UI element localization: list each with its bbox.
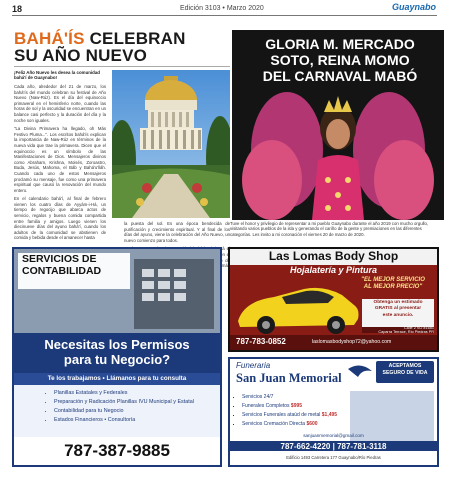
slogan-line: AL MEJOR PRECIO" [363,284,423,290]
ad-subline: Te los trabajamos • Llámanos para tu consulta [47,375,187,382]
funeral-phone-1[interactable]: 787-662-4220 [280,442,331,451]
newspaper-logo: Guaynabo [392,2,437,12]
service-price: $995 [290,403,303,409]
title-highlight: BAHÁ'ÍS [14,29,85,48]
funeral-address: Edificio 1493 Carretera 177 Guaynabo/Río Piedras [286,455,381,460]
title-line: SOTO, REINA MOMO [270,52,410,68]
accounting-ad[interactable] [12,247,222,467]
shop-name: Las Lomas Body Shop [268,249,399,263]
funeral-service-list [242,393,362,429]
list-item: • Estados Financieros • Consultoría [54,416,214,425]
funeral-email[interactable]: sanjuanmemorial@gmail.com [303,433,364,438]
ad-question-line: Necesitas los Permisos [44,337,190,352]
article-lead: ¡Feliz Año Nuevo les desea la comunidad bahá'í de Guaynabo! [14,70,100,81]
life-insurance-badge [376,363,434,377]
offer-line: Obtenga un estimado [373,300,423,305]
list-item [242,411,362,420]
paragraph: "La Divina Primavera ha llegado, oh Más Festivo Pluma...". Los escritos bahá'ís explican la importancia de Naw-Rúz en términos de la nueva vida que trae la primavera. Dicen que el equinoccio es un símbolo de las Manifestaciones de Dios. Mensajeros divinos como Abraham, Krishna, Moisés, Zoroastro, Buda, Jesús, Mahoma, el Báb y Bahá'u'lláh. Cuando cada uno de estos Mensajeros proclamó su mensaje, fue como una primavera espiritual que causó la renovación del mundo entero. [14,126,106,193]
ad-heading-line: SERVICIOS DE [22,253,97,265]
shop-address [362,326,434,335]
service-label: Funerales Completos [242,403,291,409]
shop-slogan [350,277,436,291]
address-line: Caparra Terrace, Río Piedras PR [378,330,434,335]
badge-line: ACEPTAMOS [388,363,422,369]
funeral-name: San Juan Memorial [236,371,342,385]
phone-separator: | [332,442,338,451]
funeral-home-ad[interactable] [228,357,439,467]
list-item: • Contabilidad para tu Negocio [54,407,214,416]
list-item: • Planillas Estatales y Federales [54,389,214,398]
offer-line: GRATIS al presentar [374,306,422,312]
title-part: SU AÑO NUEVO [14,46,148,65]
header-rule [12,15,437,16]
bahai-temple-photo [112,70,230,218]
list-item [242,420,362,429]
queen-article-title [238,36,442,84]
service-price: $600 [306,421,318,427]
service-label: Servicios 24/7 [242,394,274,400]
title-rule [14,66,230,67]
ad-heading-line: CONTABILIDAD [22,265,102,277]
service-label: Servicios Cremación Directa [242,421,307,427]
paragraph: la puesta del sol. Es una época bendecida de purificación y crecimiento espiritual. Y al final de los días del ayuno, viene la celebración del Año Nuevo, un nuevo comienzo para todos. [124,221,230,243]
ad-question [14,337,220,367]
article-column-1 [14,84,106,244]
bahai-article-title [14,30,229,64]
slogan-line: "EL MEJOR SERVICIO [361,277,425,283]
list-item: • Preparación y Radicación Planillas IVU Municipal y Estatal [54,398,214,407]
funeral-phones [230,442,437,451]
list-item [242,393,362,402]
paragraph: En el calendario bahá'í, al final de febrero vienen los cuatro días de Ayyám-i-Há, un tiempo de regocijo que abarca actos de servicio, regalos y buena comida compartida entre familia y amigos. Luego vienen los diecinueve días del ayuno bahá'í, cuando los adultos de la comunidad se abstienen de comida y bebida desde el amanecer hasta [14,196,106,241]
offer-line: este anuncio. [382,312,414,318]
body-shop-ad[interactable] [228,247,439,352]
ad-question-line: para tu Negocio? [63,352,171,367]
shop-email[interactable]: laslomasbodyshop72@yahoo.com [312,339,392,345]
title-part: CELEBRAN [89,29,186,48]
funeral-pre: Funeraria [236,361,271,370]
list-item [242,402,362,411]
badge-line: SEGURO DE VIDA [382,370,428,376]
ad-phone[interactable]: 787-387-9885 [64,441,170,460]
title-line: DEL CARNAVAL MABÓ [262,68,418,84]
service-label: Servicios Funerales ataúd de metal [242,412,322,418]
paragraph: en más [220,251,230,269]
queen-caption: Tuve el honor y privilegio de representar a mi pueblo Guaynabo durante el año 2019 con mucho orgullo, visitando varios pueblos de la isla y generando el cariño de la gente y premiaciones en las diferentes categorías. Les invito a mi coronación el viernes 20 de marzo de 2020. [230,221,429,237]
temple-illustration [112,70,230,218]
paragraph: Cada año, alrededor del 21 de marzo, los bahá'ís del mundo celebran su festival de Año Nuevo (Naw-Rúz). Es el día del equinoccio primaveral en el hemisferio norte, cuando las horas de sol y la oscuridad se encuentran en un balance casi perfecto y la duración del día y la noche son iguales. [14,84,106,123]
edition-date: Edición 3103 • Marzo 2020 [180,5,264,12]
shop-phone[interactable]: 787-783-0852 [236,337,286,346]
ad-heading [22,253,101,277]
address-line: Calle 2 SO #1681 [404,326,434,330]
shop-offer [362,300,434,319]
shop-tagline: Hojalatería y Pintura [289,265,378,275]
page-number: 18 [12,4,23,14]
title-line: GLORIA M. MERCADO [265,36,415,52]
service-price: $1,495 [321,412,338,418]
funeral-phone-2[interactable]: 787-781-3118 [337,442,387,451]
ad-service-list [54,389,214,425]
